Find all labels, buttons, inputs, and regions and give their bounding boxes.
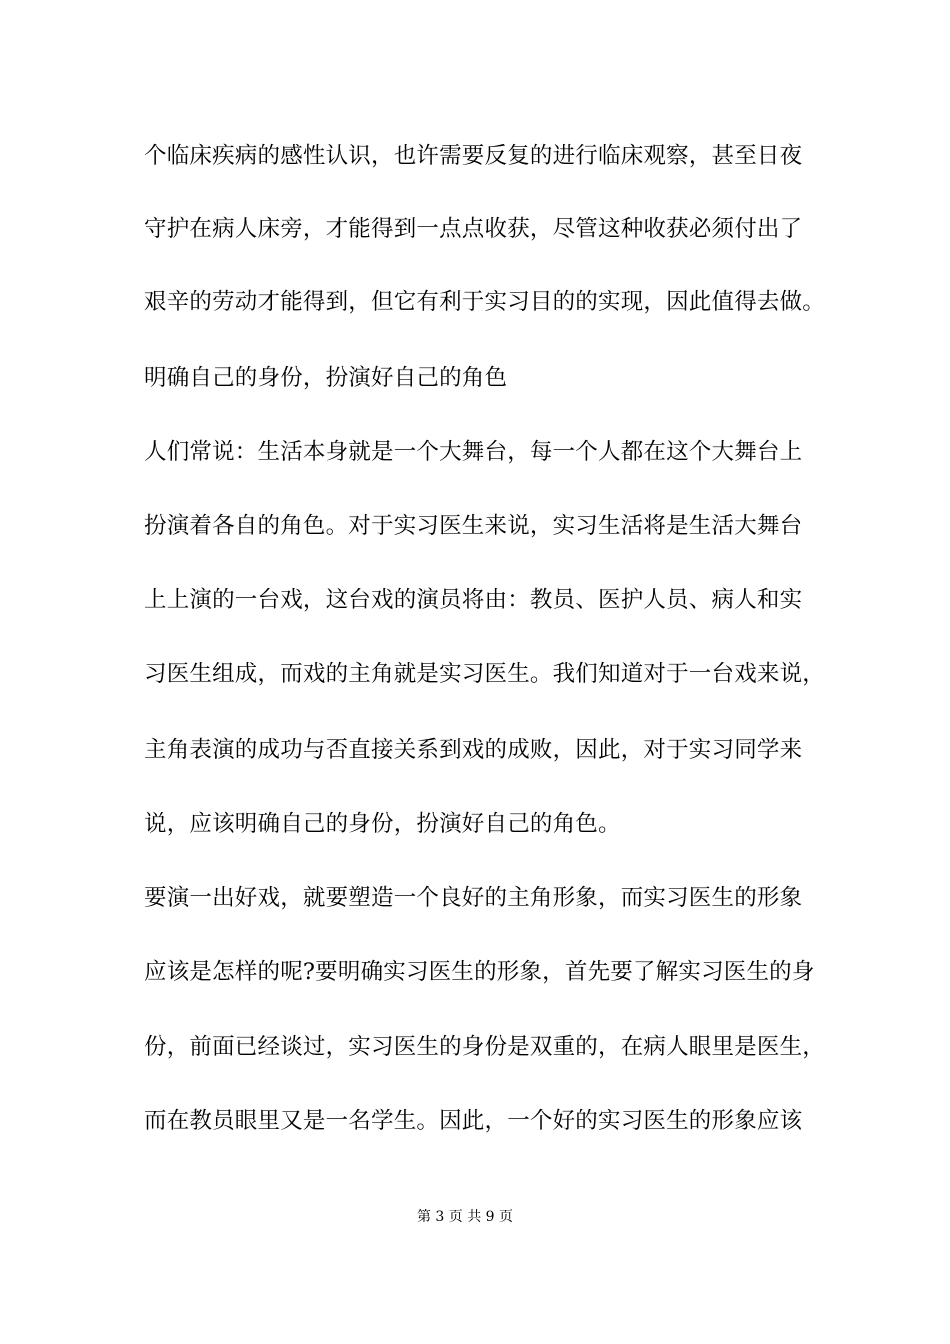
body-text-line: 主角表演的成功与否直接关系到戏的成败，因此，对于实习同学来 (144, 737, 803, 763)
body-text-line: 上上演的一台戏，这台戏的演员将由：教员、医护人员、病人和实 (144, 587, 803, 613)
body-text-line: 艰辛的劳动才能得到，但它有利于实习目的的实现，因此值得去做。 (144, 289, 826, 315)
body-text-line: 说，应该明确自己的身份，扮演好自己的角色。 (144, 811, 621, 837)
body-text-line: 份，前面已经谈过，实习医生的身份是双重的，在病人眼里是医生， (144, 1034, 826, 1060)
page-number-label: 第 3 页 共 9 页 (416, 1209, 514, 1225)
body-text-line: 扮演着各自的角色。对于实习医生来说，实习生活将是生活大舞台 (144, 513, 803, 539)
body-text-line: 人们常说：生活本身就是一个大舞台，每一个人都在这个大舞台上 (144, 439, 803, 465)
body-text-line: 守护在病人床旁，才能得到一点点收获，尽管这种收获必须付出了 (144, 216, 803, 242)
body-text-line: 要演一出好戏，就要塑造一个良好的主角形象，而实习医生的形象 (144, 885, 803, 911)
body-text-line: 应该是怎样的呢?要明确实习医生的形象，首先要了解实习医生的身 (144, 959, 815, 985)
section-heading: 明确自己的身份，扮演好自己的角色 (144, 365, 508, 391)
page-footer (0, 1208, 950, 1226)
body-text-line: 个临床疾病的感性认识，也许需要反复的进行临床观察，甚至日夜 (144, 143, 803, 169)
body-text-line: 而在教员眼里又是一名学生。因此，一个好的实习医生的形象应该 (144, 1108, 803, 1134)
body-text-line: 习医生组成，而戏的主角就是实习医生。我们知道对于一台戏来说， (144, 661, 826, 687)
